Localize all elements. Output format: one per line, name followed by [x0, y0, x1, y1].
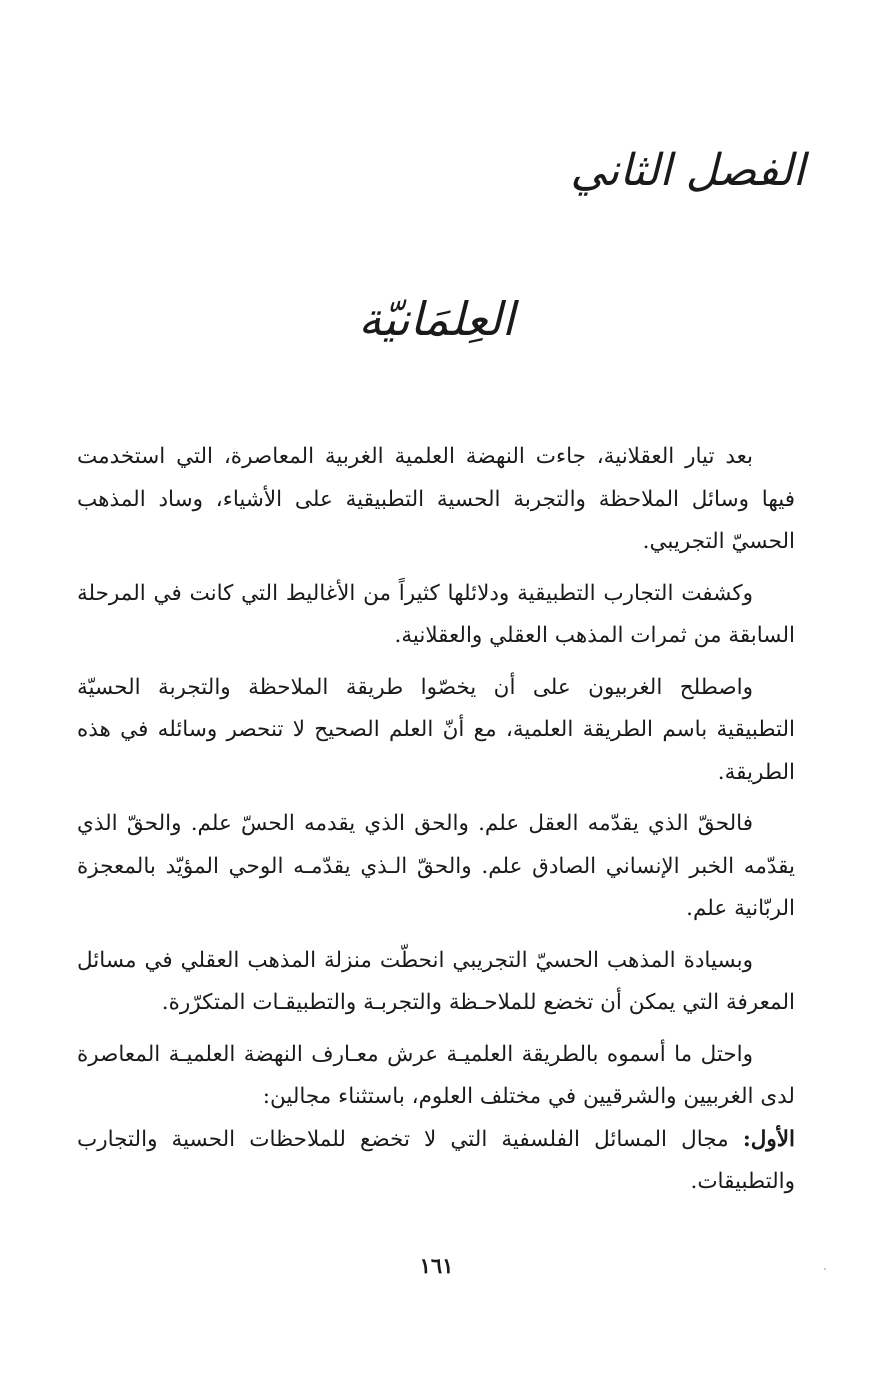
scan-speck: [824, 1268, 826, 1270]
paragraph: فالحقّ الذي يقدّمه العقل علم. والحق الذي يقدمه الحسّ علم. والحقّ الذي يقدّمه الخبر الإنساني الصادق علم. والحقّ الـذي يقدّمـه الوحي المؤيّد بالمعجزة الربّانية علم.: [77, 811, 795, 921]
paragraph: بعد تيار العقلانية، جاءت النهضة العلمية الغربية المعاصرة، التي استخدمت فيها وسائل الملاحظة والتجربة الحسية التطبيقية على الأشياء، وساد المذهب الحسيّ التجريبي.: [77, 444, 795, 554]
section-title: العِلمَانيّة: [358, 292, 515, 346]
list-item: [77, 1119, 795, 1204]
paragraph: واحتل ما أسموه بالطريقة العلميـة عرش معـارف النهضة العلميـة المعاصرة لدى الغربيين والشرقيين في مختلف العلوم، باستثناء مجالين:: [77, 1041, 795, 1109]
paragraph: واصطلح الغربيون على أن يخصّوا طريقة الملاحظة والتجربة الحسيّة التطبيقية باسم الطريقة العلمية، مع أنّ العلم الصحيح لا تنحصر وسائله في هذه الطريقة.: [77, 674, 795, 785]
paragraph: وبسيادة المذهب الحسيّ التجريبي انحطّت منزلة المذهب العقلي في مسائل المعرفة التي يمكن أن تخضع للملاحـظة والتجربـة والتطبيقـات المتكرّرة.: [77, 947, 795, 1015]
body-text: [77, 436, 795, 1213]
chapter-title: الفصل الثاني: [570, 145, 805, 196]
list-item-label: الأول:: [742, 1126, 795, 1152]
paragraph: وكشفت التجارب التطبيقية ودلائلها كثيراً من الأغاليط التي كانت في المرحلة السابقة من ثمرات المذهب العقلي والعقلانية.: [77, 580, 795, 648]
page-number: ١٦١: [419, 1253, 454, 1278]
list-item-text: مجال المسائل الفلسفية التي لا تخضع للملاحظات الحسية والتجارب والتطبيقات.: [77, 1126, 795, 1194]
